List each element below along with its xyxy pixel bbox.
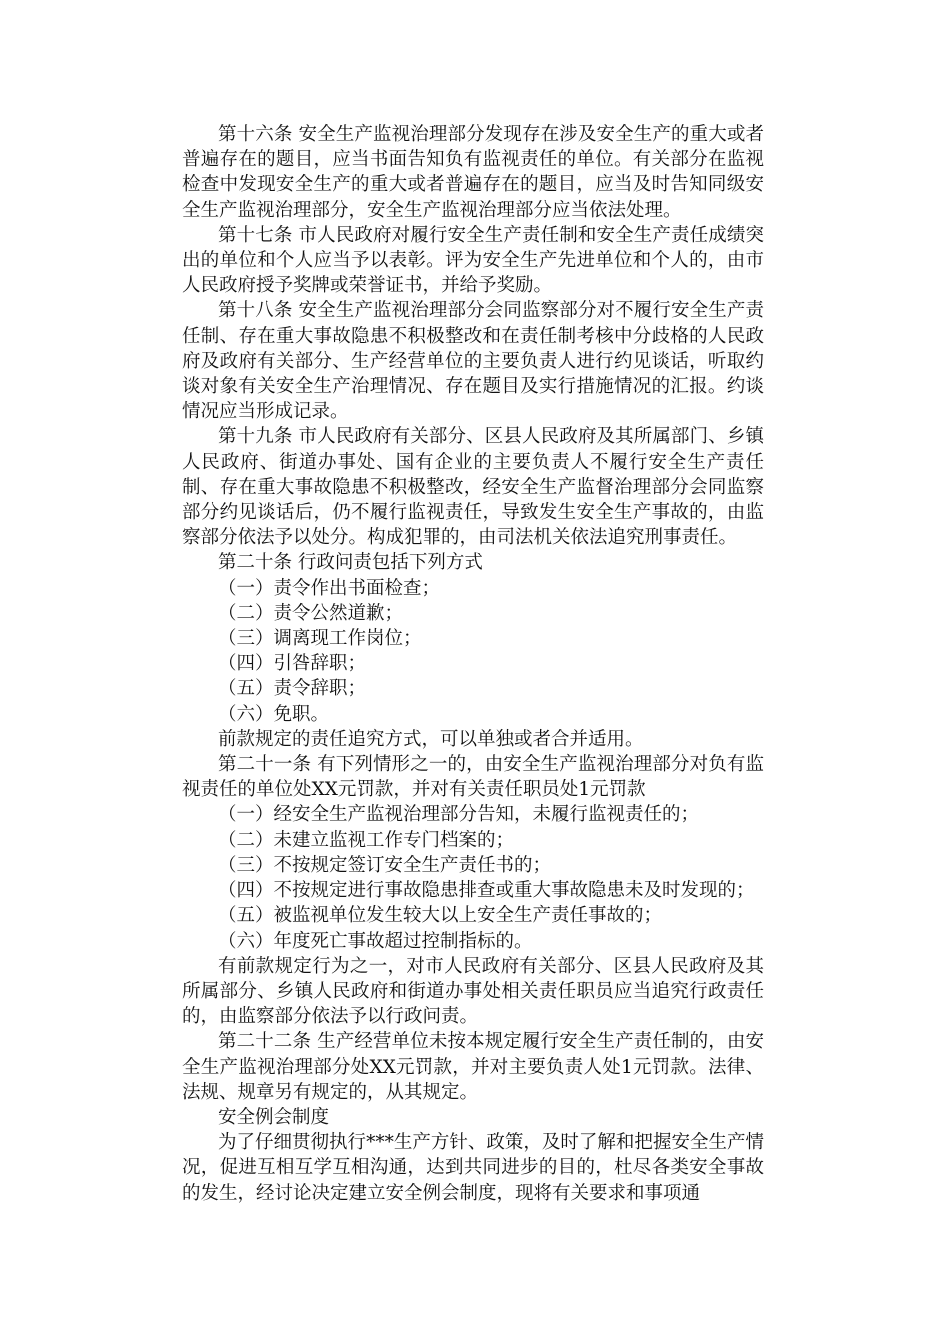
list-item: （三）调离现工作岗位；: [218, 628, 422, 650]
list-item: （六）年度死亡事故超过控制指标的。: [218, 930, 533, 952]
list-item: （四）不按规定进行事故隐患排查或重大事故隐患未及时发现的；: [218, 880, 755, 902]
list-item: （五）责令辞职；: [218, 678, 367, 700]
list-item: （三）不按规定签订安全生产责任书的；: [218, 854, 552, 876]
paragraph: 为了仔细贯彻执行***生产方针、政策，及时了解和把握安全生产情况，促进互相互学互相沟通，达到共同进步的目的，杜尽各类安全事故的发生，经讨论决定建立安全例会制度，现将有关要求和事项通: [182, 1132, 764, 1204]
paragraph: 前款规定的责任追究方式，可以单独或者合并适用。: [218, 728, 644, 750]
document-body: [182, 122, 764, 1206]
list-item: （一）责令作出书面检查；: [218, 577, 441, 599]
paragraph: 第十六条 安全生产监视治理部分发现存在涉及安全生产的重大或者普遍存在的题目，应当书面告知负有监视责任的单位。有关部分在监视检查中发现安全生产的重大或者普遍存在的题目，应当及时告知同级安全生产监视治理部分，安全生产监视治理部分应当依法处理。: [182, 124, 764, 221]
paragraph: 安全例会制度: [218, 1106, 330, 1128]
list-item: （二）未建立监视工作专门档案的；: [218, 829, 515, 851]
paragraph: 第二十条 行政问责包括下列方式: [218, 552, 483, 574]
paragraph: 第十九条 市人民政府有关部分、区县人民政府及其所属部门、乡镇人民政府、街道办事处、国有企业的主要负责人不履行安全生产责任制、存在重大事故隐患不积极整改，经安全生产监督治理部分会同监察部分约见谈话后，仍不履行监视责任，导致发生安全生产事故的，由监察部分依法予以处分。构成犯罪的，由司法机关依法追究刑事责任。: [182, 426, 764, 549]
list-item: （四）引咎辞职；: [218, 653, 367, 675]
paragraph: 第十七条 市人民政府对履行安全生产责任制和安全生产责任成绩突出的单位和个人应当予以表彰。评为安全生产先进单位和个人的，由市人民政府授予奖牌或荣誉证书，并给予奖励。: [182, 224, 764, 297]
paragraph: 有前款规定行为之一，对市人民政府有关部分、区县人民政府及其所属部分、乡镇人民政府和街道办事处相关责任职员应当追究行政责任的，由监察部分依法予以行政问责。: [182, 955, 764, 1028]
list-item: （六）免职。: [218, 703, 330, 725]
list-item: （一）经安全生产监视治理部分告知，未履行监视责任的；: [218, 804, 700, 826]
paragraph: 第十八条 安全生产监视治理部分会同监察部分对不履行安全生产责任制、存在重大事故隐患不积极整改和在责任制考核中分歧格的人民政府及政府有关部分、生产经营单位的主要负责人进行约见谈话，听取约谈对象有关安全生产治理情况、存在题目及实行措施情况的汇报。约谈情况应当形成记录。: [182, 300, 764, 423]
paragraph: 第二十二条 生产经营单位未按本规定履行安全生产责任制的，由安全生产监视治理部分处XX元罚款，并对主要负责人处1元罚款。法律、法规、规章另有规定的，从其规定。: [182, 1031, 764, 1103]
list-item: （五）被监视单位发生较大以上安全生产责任事故的；: [218, 905, 663, 927]
paragraph: 第二十一条 有下列情形之一的，由安全生产监视治理部分对负有监视责任的单位处XX元罚款，并对有关责任职员处1元罚款: [182, 754, 764, 801]
list-item: （二）责令公然道歉；: [218, 602, 404, 624]
